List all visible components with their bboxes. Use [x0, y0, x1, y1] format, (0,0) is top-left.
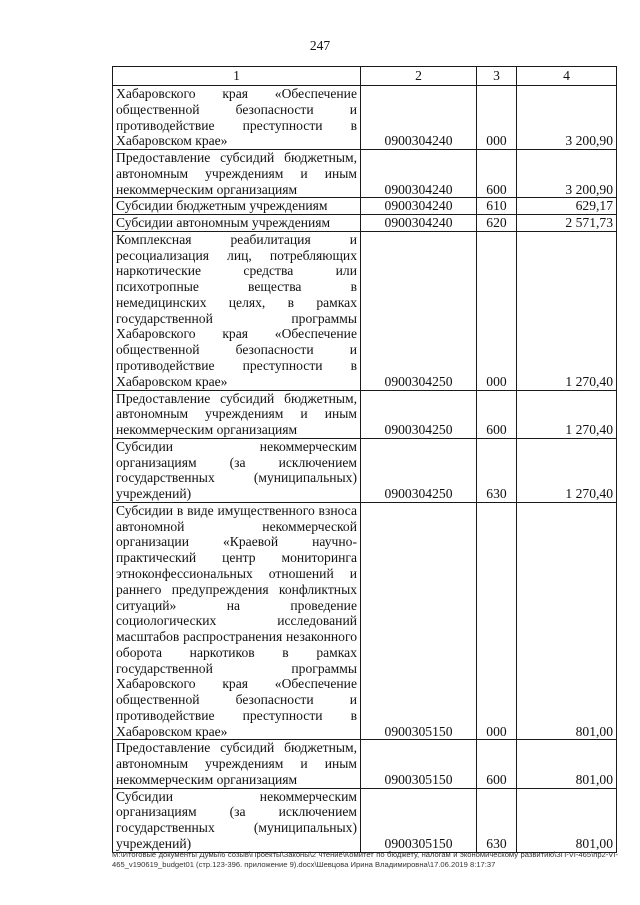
row-code: 0900304240 — [361, 215, 477, 232]
row-name: Комплексная реабилитация и ресоциализация лиц, потребляющих наркотические средства или психотропные вещества в немедицинских целях, в рамках государственной программы Хабаровского края «Обеспечение общественной безопасности и противодействие преступности в Хабаровском крае» — [113, 231, 361, 390]
row-amount: 3 200,90 — [517, 86, 617, 150]
row-code: 0900305150 — [361, 502, 477, 739]
row-name: Субсидии автономным учреждениям — [113, 215, 361, 232]
column-header-type: 3 — [477, 67, 517, 86]
row-name: Предоставление субсидий бюджетным, автономным учреждениям и иным некоммерческим организациям — [113, 740, 361, 788]
table-row — [113, 502, 617, 739]
table-row — [113, 198, 617, 215]
row-type: 630 — [477, 788, 517, 852]
page-number: 247 — [309, 38, 331, 53]
document-path-footer: М:\Итоговые документы Думы\6 созыв\Проекты\Законы\2 чтение\Комитет по бюджету, налогам и экономическому развитию\ЗП-VI-465\пр2-VI-465_v190619_budget01 (стр.123-396. приложение 9).docx\Шевцова Ирина Владимировна\17.06.2019 8:17:37 — [112, 850, 618, 869]
row-name: Субсидии некоммерческим организациям (за исключением государственных (муниципальных) учреждений) — [113, 788, 361, 852]
row-name: Субсидии некоммерческим организациям (за исключением государственных (муниципальных) учреждений) — [113, 438, 361, 502]
row-code: 0900304250 — [361, 231, 477, 390]
row-code: 0900305150 — [361, 788, 477, 852]
column-header-code: 2 — [361, 67, 477, 86]
column-header-amount: 4 — [517, 67, 617, 86]
table-row — [113, 438, 617, 502]
row-name: Субсидии бюджетным учреждениям — [113, 198, 361, 215]
table-row — [113, 788, 617, 852]
row-name: Предоставление субсидий бюджетным, автономным учреждениям и иным некоммерческим организациям — [113, 150, 361, 198]
row-type: 600 — [477, 740, 517, 788]
row-name: Предоставление субсидий бюджетным, автономным учреждениям и иным некоммерческим организациям — [113, 390, 361, 438]
row-type: 610 — [477, 198, 517, 215]
table-row — [113, 231, 617, 390]
column-header-name: 1 — [113, 67, 361, 86]
row-type: 000 — [477, 231, 517, 390]
table-row — [113, 390, 617, 438]
row-type: 000 — [477, 86, 517, 150]
budget-table — [112, 66, 617, 853]
row-amount: 1 270,40 — [517, 231, 617, 390]
row-type: 620 — [477, 215, 517, 232]
table-row — [113, 740, 617, 788]
row-code: 0900304250 — [361, 390, 477, 438]
row-amount: 629,17 — [517, 198, 617, 215]
row-type: 000 — [477, 502, 517, 739]
row-code: 0900305150 — [361, 740, 477, 788]
row-code: 0900304240 — [361, 150, 477, 198]
row-code: 0900304240 — [361, 86, 477, 150]
row-name: Хабаровского края «Обеспечение общественной безопасности и противодействие преступности в Хабаровском крае» — [113, 86, 361, 150]
table-row — [113, 215, 617, 232]
row-amount: 1 270,40 — [517, 438, 617, 502]
row-amount: 3 200,90 — [517, 150, 617, 198]
table-row — [113, 86, 617, 150]
row-code: 0900304240 — [361, 198, 477, 215]
row-code: 0900304250 — [361, 438, 477, 502]
row-type: 600 — [477, 150, 517, 198]
row-type: 600 — [477, 390, 517, 438]
row-type: 630 — [477, 438, 517, 502]
row-name: Субсидии в виде имущественного взноса автономной некоммерческой организации «Краевой научно-практический центр мониторинга этноконфессиональных отношений и раннего предупреждения конфликтных ситуаций» на проведение социологических исследований масштабов распространения незаконного оборота наркотиков в рамках государственной программы Хабаровского края «Обеспечение общественной безопасности и противодействие преступности в Хабаровском крае» — [113, 502, 361, 739]
row-amount: 1 270,40 — [517, 390, 617, 438]
table-row — [113, 150, 617, 198]
row-amount: 2 571,73 — [517, 215, 617, 232]
row-amount: 801,00 — [517, 788, 617, 852]
row-amount: 801,00 — [517, 740, 617, 788]
table-header-row — [113, 67, 617, 86]
row-amount: 801,00 — [517, 502, 617, 739]
